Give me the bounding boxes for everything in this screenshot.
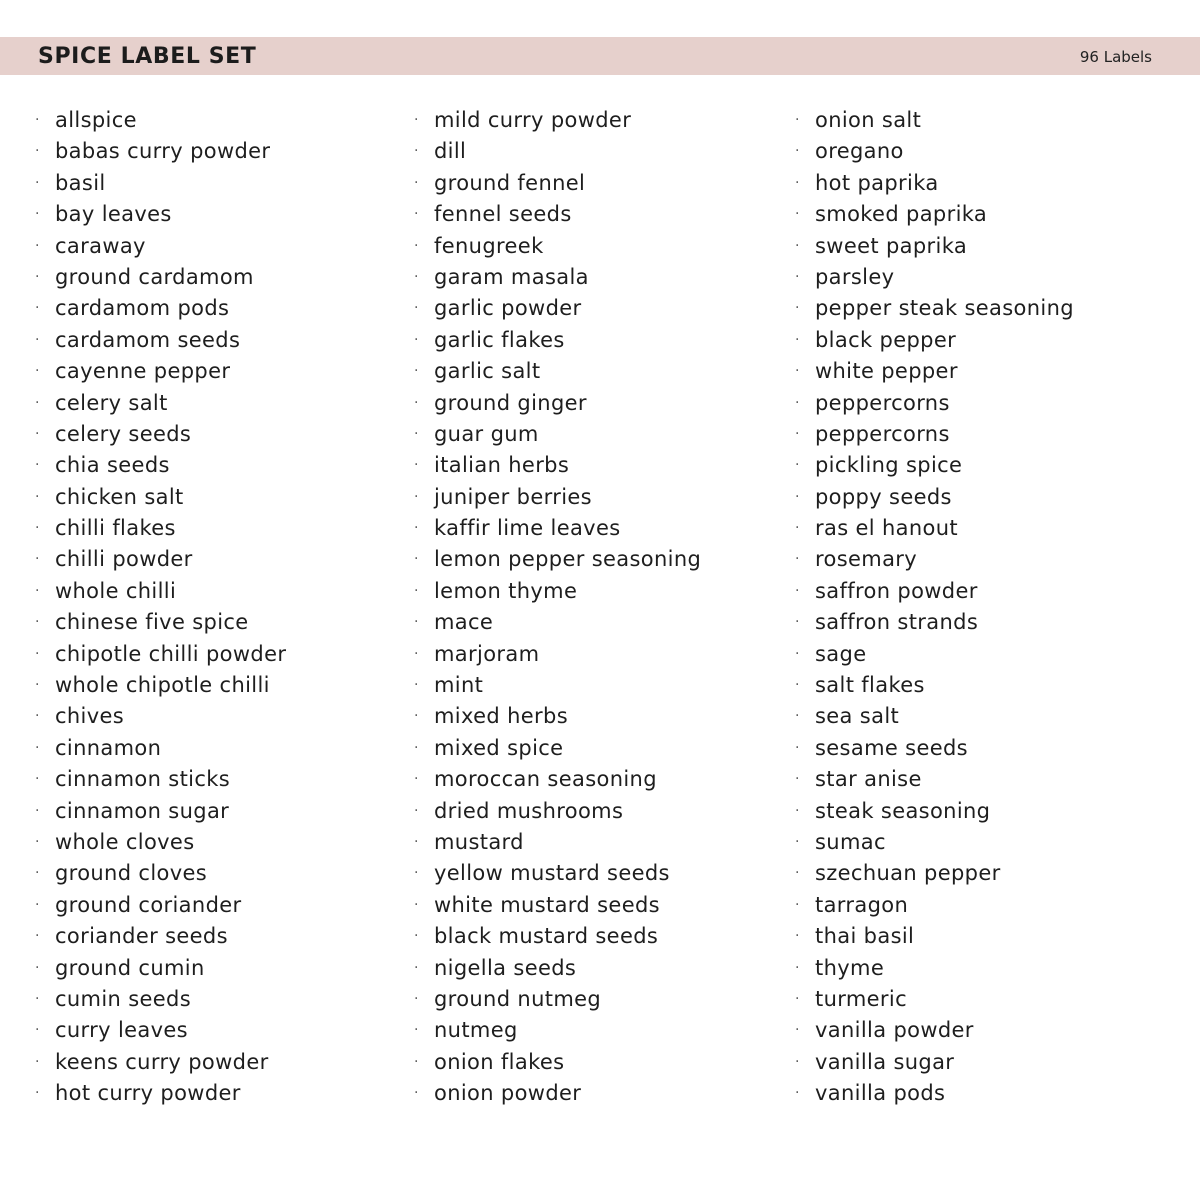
- spice-list-item: [795, 953, 1074, 984]
- spice-list-item: [795, 733, 1074, 764]
- spice-name: babas curry powder: [55, 139, 271, 164]
- spice-list-item: [795, 136, 1074, 167]
- spice-name: white mustard seeds: [434, 892, 660, 917]
- bullet-dot-icon: ·: [795, 865, 800, 882]
- bullet-dot-icon: ·: [35, 363, 40, 380]
- spice-list-item: [795, 482, 1074, 513]
- spice-name: moroccan seasoning: [434, 767, 657, 792]
- spice-list-item: [35, 168, 286, 199]
- spice-list-item: [35, 199, 286, 230]
- bullet-dot-icon: ·: [414, 708, 419, 725]
- spice-list-item: [795, 325, 1074, 356]
- bullet-dot-icon: ·: [35, 206, 40, 223]
- spice-name: szechuan pepper: [815, 861, 1001, 886]
- spice-list-item: [795, 858, 1074, 889]
- bullet-dot-icon: ·: [35, 802, 40, 819]
- bullet-dot-icon: ·: [35, 112, 40, 128]
- spice-list-item: [414, 576, 701, 607]
- spice-name: pickling spice: [815, 453, 963, 478]
- bullet-dot-icon: ·: [795, 457, 800, 474]
- spice-list-item: [414, 701, 701, 732]
- spice-list-item: [35, 639, 286, 670]
- bullet-dot-icon: ·: [35, 645, 40, 662]
- bullet-dot-icon: ·: [414, 520, 419, 537]
- bullet-dot-icon: ·: [35, 488, 40, 505]
- bullet-dot-icon: ·: [35, 331, 40, 348]
- spice-list-item: [795, 199, 1074, 230]
- bullet-dot-icon: ·: [795, 520, 800, 537]
- spice-name: fenugreek: [434, 233, 544, 258]
- bullet-dot-icon: ·: [35, 174, 40, 191]
- spice-list-item: [795, 168, 1074, 199]
- spice-name: cardamom pods: [55, 296, 230, 321]
- bullet-dot-icon: ·: [414, 739, 419, 756]
- spice-list-item: [35, 890, 286, 921]
- bullet-dot-icon: ·: [414, 331, 419, 348]
- spice-name: peppercorns: [815, 390, 950, 415]
- spice-list-item: [35, 1047, 286, 1078]
- spice-name: sage: [815, 641, 867, 666]
- spice-list-item: [414, 1015, 701, 1046]
- bullet-dot-icon: ·: [795, 425, 800, 442]
- bullet-dot-icon: ·: [795, 300, 800, 317]
- bullet-dot-icon: ·: [414, 614, 419, 631]
- spice-list-item: [35, 858, 286, 889]
- bullet-dot-icon: ·: [35, 425, 40, 442]
- page-title: SPICE LABEL SET: [38, 44, 257, 69]
- bullet-dot-icon: ·: [795, 174, 800, 191]
- spice-list-item: [414, 984, 701, 1015]
- spice-list-item: [35, 701, 286, 732]
- spice-name: lemon thyme: [434, 578, 578, 603]
- spice-list-item: [414, 199, 701, 230]
- spice-name: chilli powder: [55, 547, 193, 572]
- bullet-dot-icon: ·: [35, 520, 40, 537]
- spice-list-item: [35, 764, 286, 795]
- bullet-dot-icon: ·: [795, 206, 800, 223]
- bullet-dot-icon: ·: [35, 1053, 40, 1070]
- bullet-dot-icon: ·: [795, 488, 800, 505]
- bullet-dot-icon: ·: [414, 771, 419, 788]
- bullet-dot-icon: ·: [414, 394, 419, 411]
- spice-list-item: [35, 921, 286, 952]
- bullet-dot-icon: ·: [35, 833, 40, 850]
- spice-name: vanilla pods: [815, 1081, 946, 1106]
- spice-name: basil: [55, 170, 106, 195]
- bullet-dot-icon: ·: [795, 551, 800, 568]
- spice-name: cinnamon sticks: [55, 767, 231, 792]
- spice-list-item: [795, 576, 1074, 607]
- bullet-dot-icon: ·: [795, 928, 800, 945]
- bullet-dot-icon: ·: [414, 363, 419, 380]
- spice-name: salt flakes: [815, 673, 925, 698]
- spice-list-item: [414, 293, 701, 324]
- spice-column-2: [414, 105, 701, 1110]
- spice-list-item: [795, 639, 1074, 670]
- spice-list-item: [414, 764, 701, 795]
- bullet-dot-icon: ·: [795, 268, 800, 285]
- spice-list-item: [35, 136, 286, 167]
- spice-name: chilli flakes: [55, 516, 176, 541]
- bullet-dot-icon: ·: [35, 771, 40, 788]
- spice-name: garlic salt: [434, 359, 541, 384]
- bullet-dot-icon: ·: [414, 143, 419, 160]
- spice-list-item: [35, 513, 286, 544]
- spice-list-item: [35, 827, 286, 858]
- bullet-dot-icon: ·: [414, 300, 419, 317]
- spice-name: celery seeds: [55, 421, 192, 446]
- spice-name: marjoram: [434, 641, 540, 666]
- spice-list-item: [795, 450, 1074, 481]
- spice-list-item: [795, 388, 1074, 419]
- spice-name: ground fennel: [434, 170, 586, 195]
- bullet-dot-icon: ·: [35, 394, 40, 411]
- spice-name: chicken salt: [55, 484, 184, 509]
- bullet-dot-icon: ·: [414, 237, 419, 254]
- bullet-dot-icon: ·: [35, 959, 40, 976]
- bullet-dot-icon: ·: [795, 143, 800, 160]
- spice-name: chia seeds: [55, 453, 170, 478]
- bullet-dot-icon: ·: [414, 206, 419, 223]
- spice-name: white pepper: [815, 359, 958, 384]
- spice-list-item: [414, 105, 701, 136]
- spice-list-item: [35, 607, 286, 638]
- spice-name: parsley: [815, 264, 895, 289]
- spice-list-item: [414, 231, 701, 262]
- spice-list-item: [414, 513, 701, 544]
- spice-list-item: [414, 482, 701, 513]
- spice-name: mint: [434, 673, 484, 698]
- spice-name: cinnamon: [55, 735, 162, 760]
- spice-list-item: [795, 1078, 1074, 1109]
- bullet-dot-icon: ·: [35, 739, 40, 756]
- spice-name: tarragon: [815, 892, 909, 917]
- spice-list-item: [414, 733, 701, 764]
- spice-name: onion powder: [434, 1081, 582, 1106]
- spice-name: ground coriander: [55, 892, 242, 917]
- bullet-dot-icon: ·: [414, 1085, 419, 1102]
- bullet-dot-icon: ·: [35, 300, 40, 317]
- bullet-dot-icon: ·: [795, 739, 800, 756]
- bullet-dot-icon: ·: [414, 112, 419, 128]
- spice-name: keens curry powder: [55, 1049, 269, 1074]
- bullet-dot-icon: ·: [795, 771, 800, 788]
- spice-name: sesame seeds: [815, 735, 968, 760]
- bullet-dot-icon: ·: [414, 425, 419, 442]
- spice-name: coriander seeds: [55, 924, 228, 949]
- spice-list-item: [414, 419, 701, 450]
- bullet-dot-icon: ·: [414, 677, 419, 694]
- spice-name: nutmeg: [434, 1018, 518, 1043]
- spice-list-item: [795, 890, 1074, 921]
- spice-name: cardamom seeds: [55, 327, 241, 352]
- spice-name: saffron strands: [815, 610, 979, 635]
- bullet-dot-icon: ·: [795, 1053, 800, 1070]
- bullet-dot-icon: ·: [414, 1053, 419, 1070]
- bullet-dot-icon: ·: [795, 1085, 800, 1102]
- bullet-dot-icon: ·: [795, 112, 800, 128]
- spice-name: curry leaves: [55, 1018, 188, 1043]
- spice-name: garlic flakes: [434, 327, 565, 352]
- spice-list-item: [795, 1015, 1074, 1046]
- spice-list-item: [35, 670, 286, 701]
- spice-name: sumac: [815, 829, 886, 854]
- spice-name: thyme: [815, 955, 885, 980]
- spice-name: thai basil: [815, 924, 915, 949]
- spice-name: mixed herbs: [434, 704, 568, 729]
- bullet-dot-icon: ·: [414, 551, 419, 568]
- spice-list-item: [795, 670, 1074, 701]
- spice-name: whole chilli: [55, 578, 177, 603]
- bullet-dot-icon: ·: [35, 614, 40, 631]
- header-band: [0, 37, 1200, 75]
- spice-list-item: [414, 827, 701, 858]
- spice-name: cinnamon sugar: [55, 798, 230, 823]
- spice-name: sweet paprika: [815, 233, 968, 258]
- spice-name: peppercorns: [815, 421, 950, 446]
- spice-list-item: [795, 513, 1074, 544]
- spice-list-item: [795, 544, 1074, 575]
- bullet-dot-icon: ·: [35, 1085, 40, 1102]
- spice-list-item: [35, 576, 286, 607]
- bullet-dot-icon: ·: [795, 582, 800, 599]
- spice-list-item: [414, 921, 701, 952]
- spice-name: onion salt: [815, 108, 922, 132]
- spice-list-item: [414, 450, 701, 481]
- spice-name: rosemary: [815, 547, 918, 572]
- spice-name: dill: [434, 139, 467, 164]
- bullet-dot-icon: ·: [35, 990, 40, 1007]
- spice-name: mace: [434, 610, 494, 635]
- spice-name: vanilla sugar: [815, 1049, 955, 1074]
- bullet-dot-icon: ·: [414, 928, 419, 945]
- bullet-dot-icon: ·: [795, 237, 800, 254]
- spice-list-item: [414, 356, 701, 387]
- bullet-dot-icon: ·: [35, 708, 40, 725]
- spice-list-item: [35, 419, 286, 450]
- spice-name: black mustard seeds: [434, 924, 659, 949]
- spice-list-item: [414, 1047, 701, 1078]
- bullet-dot-icon: ·: [414, 1022, 419, 1039]
- spice-name: lemon pepper seasoning: [434, 547, 702, 572]
- spice-list-item: [795, 984, 1074, 1015]
- bullet-dot-icon: ·: [35, 457, 40, 474]
- spice-list-item: [35, 482, 286, 513]
- bullet-dot-icon: ·: [795, 645, 800, 662]
- spice-name: chinese five spice: [55, 610, 249, 635]
- spice-list-item: [795, 764, 1074, 795]
- spice-name: ground nutmeg: [434, 986, 602, 1011]
- spice-name: oregano: [815, 139, 904, 164]
- spice-name: yellow mustard seeds: [434, 861, 670, 886]
- spice-name: mixed spice: [434, 735, 564, 760]
- bullet-dot-icon: ·: [795, 959, 800, 976]
- spice-list-item: [795, 827, 1074, 858]
- spice-list-item: [35, 1078, 286, 1109]
- spice-name: onion flakes: [434, 1049, 565, 1074]
- bullet-dot-icon: ·: [35, 865, 40, 882]
- spice-list-item: [35, 450, 286, 481]
- spice-list-item: [35, 262, 286, 293]
- bullet-dot-icon: ·: [35, 551, 40, 568]
- bullet-dot-icon: ·: [35, 1022, 40, 1039]
- spice-name: celery salt: [55, 390, 168, 415]
- spice-name: fennel seeds: [434, 202, 572, 227]
- spice-list-item: [414, 796, 701, 827]
- spice-list-item: [414, 388, 701, 419]
- spice-name: black pepper: [815, 327, 957, 352]
- bullet-dot-icon: ·: [795, 990, 800, 1007]
- spice-list-item: [414, 639, 701, 670]
- spice-name: caraway: [55, 233, 146, 258]
- spice-column-1: [35, 105, 286, 1110]
- spice-name: mild curry powder: [434, 108, 632, 132]
- bullet-dot-icon: ·: [795, 331, 800, 348]
- bullet-dot-icon: ·: [35, 896, 40, 913]
- spice-name: ground cardamom: [55, 264, 254, 289]
- spice-name: guar gum: [434, 421, 539, 446]
- spice-name: whole chipotle chilli: [55, 673, 270, 698]
- spice-list-item: [795, 921, 1074, 952]
- bullet-dot-icon: ·: [414, 959, 419, 976]
- bullet-dot-icon: ·: [414, 990, 419, 1007]
- spice-list-item: [414, 544, 701, 575]
- spice-list-item: [414, 670, 701, 701]
- spice-list-item: [414, 890, 701, 921]
- spice-name: chives: [55, 704, 125, 729]
- spice-list-item: [795, 419, 1074, 450]
- spice-name: ground cloves: [55, 861, 208, 886]
- spice-list-item: [795, 796, 1074, 827]
- bullet-dot-icon: ·: [414, 865, 419, 882]
- spice-list-item: [414, 168, 701, 199]
- spice-list-item: [414, 953, 701, 984]
- bullet-dot-icon: ·: [414, 896, 419, 913]
- spice-name: bay leaves: [55, 202, 172, 227]
- spice-list-item: [795, 231, 1074, 262]
- spice-name: saffron powder: [815, 578, 978, 603]
- bullet-dot-icon: ·: [795, 896, 800, 913]
- spice-name: juniper berries: [434, 484, 592, 509]
- bullet-dot-icon: ·: [35, 237, 40, 254]
- spice-name: garlic powder: [434, 296, 582, 321]
- spice-name: nigella seeds: [434, 955, 577, 980]
- spice-list-item: [35, 293, 286, 324]
- bullet-dot-icon: ·: [35, 928, 40, 945]
- spice-list-item: [414, 262, 701, 293]
- spice-list-item: [35, 325, 286, 356]
- spice-list-item: [35, 984, 286, 1015]
- bullet-dot-icon: ·: [795, 833, 800, 850]
- spice-name: italian herbs: [434, 453, 570, 478]
- spice-name: smoked paprika: [815, 202, 988, 227]
- spice-list-item: [35, 356, 286, 387]
- spice-name: hot curry powder: [55, 1081, 241, 1106]
- spice-name: ground ginger: [434, 390, 587, 415]
- spice-list-item: [35, 231, 286, 262]
- spice-name: whole cloves: [55, 829, 195, 854]
- spice-name: steak seasoning: [815, 798, 991, 823]
- spice-list-item: [795, 262, 1074, 293]
- spice-list-item: [35, 1015, 286, 1046]
- spice-name: pepper steak seasoning: [815, 296, 1074, 321]
- bullet-dot-icon: ·: [414, 174, 419, 191]
- spice-list-item: [35, 733, 286, 764]
- spice-list-item: [795, 701, 1074, 732]
- spice-column-3: [795, 105, 1074, 1110]
- spice-list-item: [35, 105, 286, 136]
- spice-list-item: [795, 356, 1074, 387]
- spice-name: hot paprika: [815, 170, 939, 195]
- bullet-dot-icon: ·: [414, 457, 419, 474]
- bullet-dot-icon: ·: [795, 802, 800, 819]
- spice-name: mustard: [434, 829, 524, 854]
- bullet-dot-icon: ·: [795, 363, 800, 380]
- bullet-dot-icon: ·: [795, 708, 800, 725]
- spice-name: garam masala: [434, 264, 589, 289]
- spice-name: chipotle chilli powder: [55, 641, 287, 666]
- spice-name: sea salt: [815, 704, 900, 729]
- bullet-dot-icon: ·: [414, 833, 419, 850]
- spice-list-item: [35, 953, 286, 984]
- spice-name: poppy seeds: [815, 484, 952, 509]
- spice-list-item: [35, 796, 286, 827]
- bullet-dot-icon: ·: [795, 394, 800, 411]
- spice-list-item: [795, 105, 1074, 136]
- spice-name: dried mushrooms: [434, 798, 624, 823]
- bullet-dot-icon: ·: [795, 614, 800, 631]
- bullet-dot-icon: ·: [35, 677, 40, 694]
- spice-name: star anise: [815, 767, 922, 792]
- spice-list-item: [414, 325, 701, 356]
- bullet-dot-icon: ·: [414, 802, 419, 819]
- spice-name: vanilla powder: [815, 1018, 974, 1043]
- spice-name: allspice: [55, 108, 137, 132]
- bullet-dot-icon: ·: [414, 488, 419, 505]
- spice-list-item: [35, 388, 286, 419]
- bullet-dot-icon: ·: [414, 268, 419, 285]
- spice-list-item: [795, 293, 1074, 324]
- spice-name: kaffir lime leaves: [434, 516, 621, 541]
- bullet-dot-icon: ·: [35, 582, 40, 599]
- spice-list-item: [414, 136, 701, 167]
- bullet-dot-icon: ·: [795, 677, 800, 694]
- spice-list-item: [795, 607, 1074, 638]
- spice-list-item: [414, 1078, 701, 1109]
- bullet-dot-icon: ·: [414, 582, 419, 599]
- bullet-dot-icon: ·: [35, 143, 40, 160]
- spice-list-item: [795, 1047, 1074, 1078]
- spice-name: ras el hanout: [815, 516, 958, 541]
- spice-list-item: [35, 544, 286, 575]
- spice-list-item: [414, 607, 701, 638]
- spice-name: cayenne pepper: [55, 359, 231, 384]
- bullet-dot-icon: ·: [795, 1022, 800, 1039]
- spice-name: turmeric: [815, 986, 907, 1011]
- spice-name: ground cumin: [55, 955, 205, 980]
- spice-list-item: [414, 858, 701, 889]
- spice-name: cumin seeds: [55, 986, 192, 1011]
- bullet-dot-icon: ·: [414, 645, 419, 662]
- bullet-dot-icon: ·: [35, 268, 40, 285]
- label-count: 96 Labels: [1079, 48, 1152, 66]
